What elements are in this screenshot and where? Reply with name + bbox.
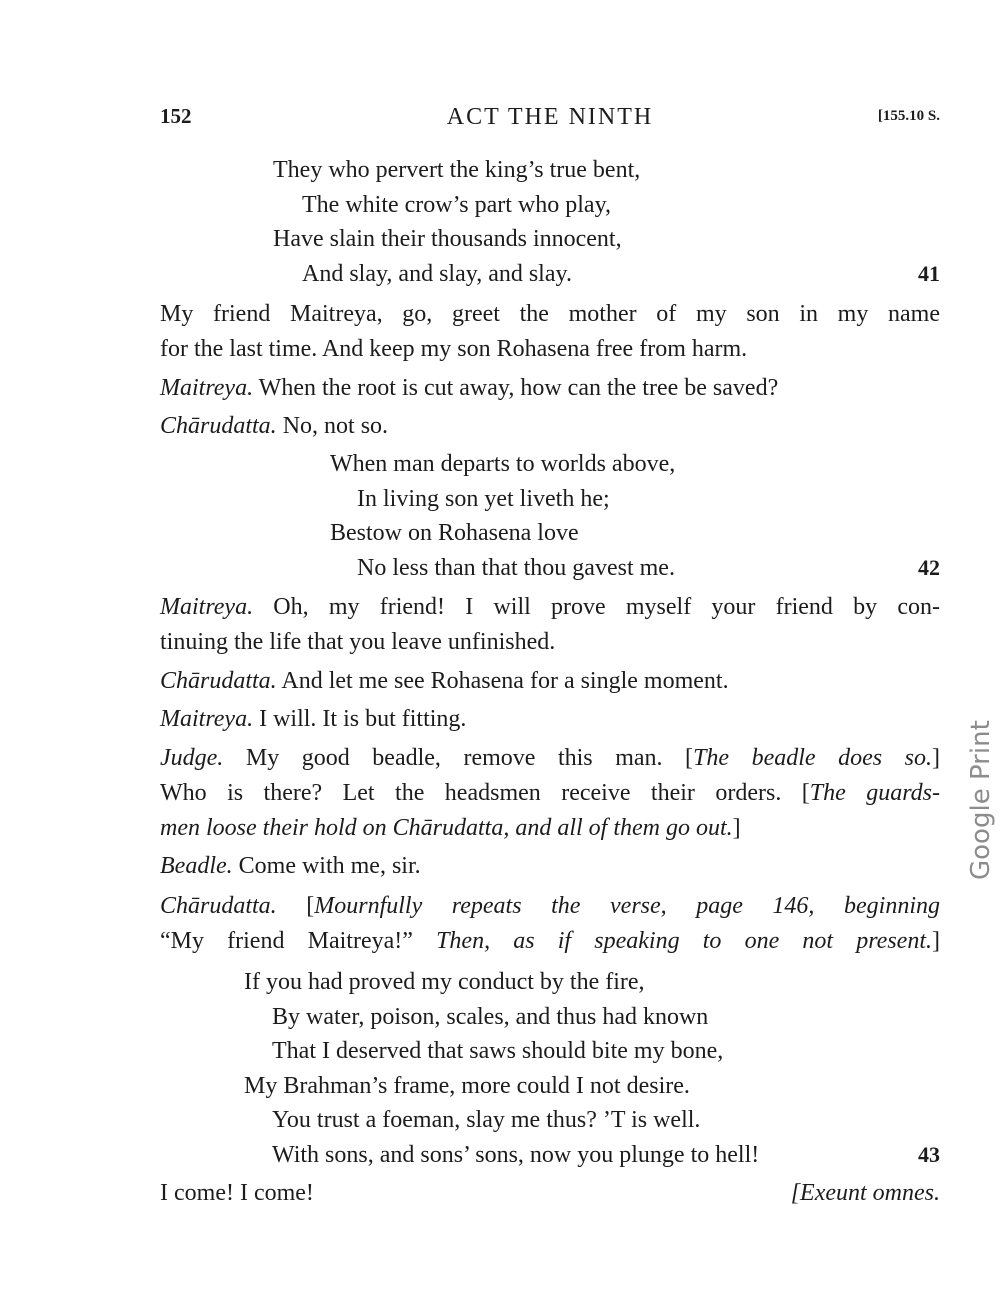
speech-text: And let me see Rohasena for a single moment. [276, 668, 729, 694]
verse-41-line-3: Have slain their thousands innocent, [273, 226, 622, 252]
speaker-name: Judge. [160, 745, 224, 771]
dialog-charudatta-1 [160, 411, 940, 441]
speech-text: My good beadle, remove this man. [ [223, 745, 694, 771]
page-number: 152 [160, 104, 192, 128]
bracket: ] [931, 928, 940, 954]
verse-41-line-1: They who pervert the king’s true bent, [273, 157, 641, 183]
stage-direction: The guards- [809, 780, 941, 806]
dialog-beadle [160, 851, 940, 881]
verse-42-line-4: No less than that thou gavest me. [357, 555, 675, 581]
speaker-name: Maitreya. [160, 594, 254, 620]
bracket: [ [276, 893, 315, 919]
verse-41-line-4: And slay, and slay, and slay. [302, 261, 572, 287]
verse-43-line-1: If you had proved my conduct by the fire, [244, 969, 645, 995]
speaker-name: Chārudatta. [160, 413, 277, 439]
verse-43-line-2: By water, poison, scales, and thus had known [272, 1004, 709, 1030]
speech-text: I will. It is but fitting. [253, 706, 467, 732]
verse-42-line-3: Bestow on Rohasena love [330, 520, 579, 546]
dialog-maitreya-1 [160, 373, 940, 403]
speech-text: When the root is cut away, how can the tree be saved? [253, 375, 779, 401]
running-header [160, 104, 940, 136]
dialog-judge-line-2 [160, 778, 940, 808]
speaker-name: Chārudatta. [160, 893, 277, 919]
verse-number-43: 43 [918, 1142, 940, 1167]
speech-text: Who is there? Let the headsmen receive their orders. [ [160, 780, 810, 806]
exit-direction: [Exeunt omnes. [790, 1180, 940, 1206]
verse-43-line-3: That I deserved that saws should bite my bone, [272, 1038, 724, 1064]
speaker-name: Chārudatta. [160, 668, 277, 694]
dialog-judge-line-3 [160, 813, 940, 843]
verse-number-42: 42 [918, 555, 940, 580]
speech-text: Oh, my friend! I will prove myself your friend by con- [253, 594, 940, 620]
bracket: ] [932, 745, 941, 771]
speaker-name: Maitreya. [160, 706, 254, 732]
speech-text: No, not so. [276, 413, 389, 439]
dialog-charudatta-3-line-1 [160, 891, 940, 921]
act-title: ACT THE NINTH [446, 104, 654, 130]
verse-42-line-2: In living son yet liveth he; [357, 486, 610, 512]
dialog-maitreya-3 [160, 704, 940, 734]
stage-direction: men loose their hold on Chārudatta, and all of them go out. [160, 815, 733, 841]
section-reference: [155.10 S. [877, 108, 940, 124]
verse-43-line-6: With sons, and sons’ sons, now you plunge to hell! [272, 1142, 760, 1168]
stage-direction: Then, as if speaking to one not present. [412, 928, 932, 954]
dialog-judge-line-1 [160, 743, 940, 773]
google-print-watermark: Google Print [966, 720, 996, 880]
closing-line: I come! I come! [160, 1180, 314, 1206]
stage-direction: The beadle does so. [693, 745, 933, 771]
bracket: ] [732, 815, 741, 841]
speaker-name: Beadle. [160, 853, 233, 879]
verse-43-line-5: You trust a foeman, slay me thus? ’T is well. [272, 1107, 701, 1133]
dialog-maitreya-2-line-1 [160, 592, 940, 622]
verse-42-line-1: When man departs to worlds above, [330, 451, 676, 477]
stage-direction: Mournfully repeats the verse, page 146, beginning [314, 893, 940, 919]
verse-41-line-2: The white crow’s part who play, [302, 192, 612, 218]
speech-text: Come with me, sir. [232, 853, 421, 879]
verse-number-41: 41 [918, 261, 940, 286]
dialog-charudatta-3-line-2 [160, 926, 940, 956]
paragraph-line-2: for the last time. And keep my son Rohasena free from harm. [160, 336, 748, 362]
paragraph-line-1: My friend Maitreya, go, greet the mother of my son in my name [160, 301, 940, 327]
dialog-maitreya-2-line-2: tinuing the life that you leave unfinished. [160, 629, 556, 655]
quoted-text: “My friend Maitreya!” [160, 928, 413, 954]
verse-43-line-4: My Brahman’s frame, more could I not desire. [244, 1073, 690, 1099]
speaker-name: Maitreya. [160, 375, 254, 401]
dialog-charudatta-2 [160, 666, 940, 696]
